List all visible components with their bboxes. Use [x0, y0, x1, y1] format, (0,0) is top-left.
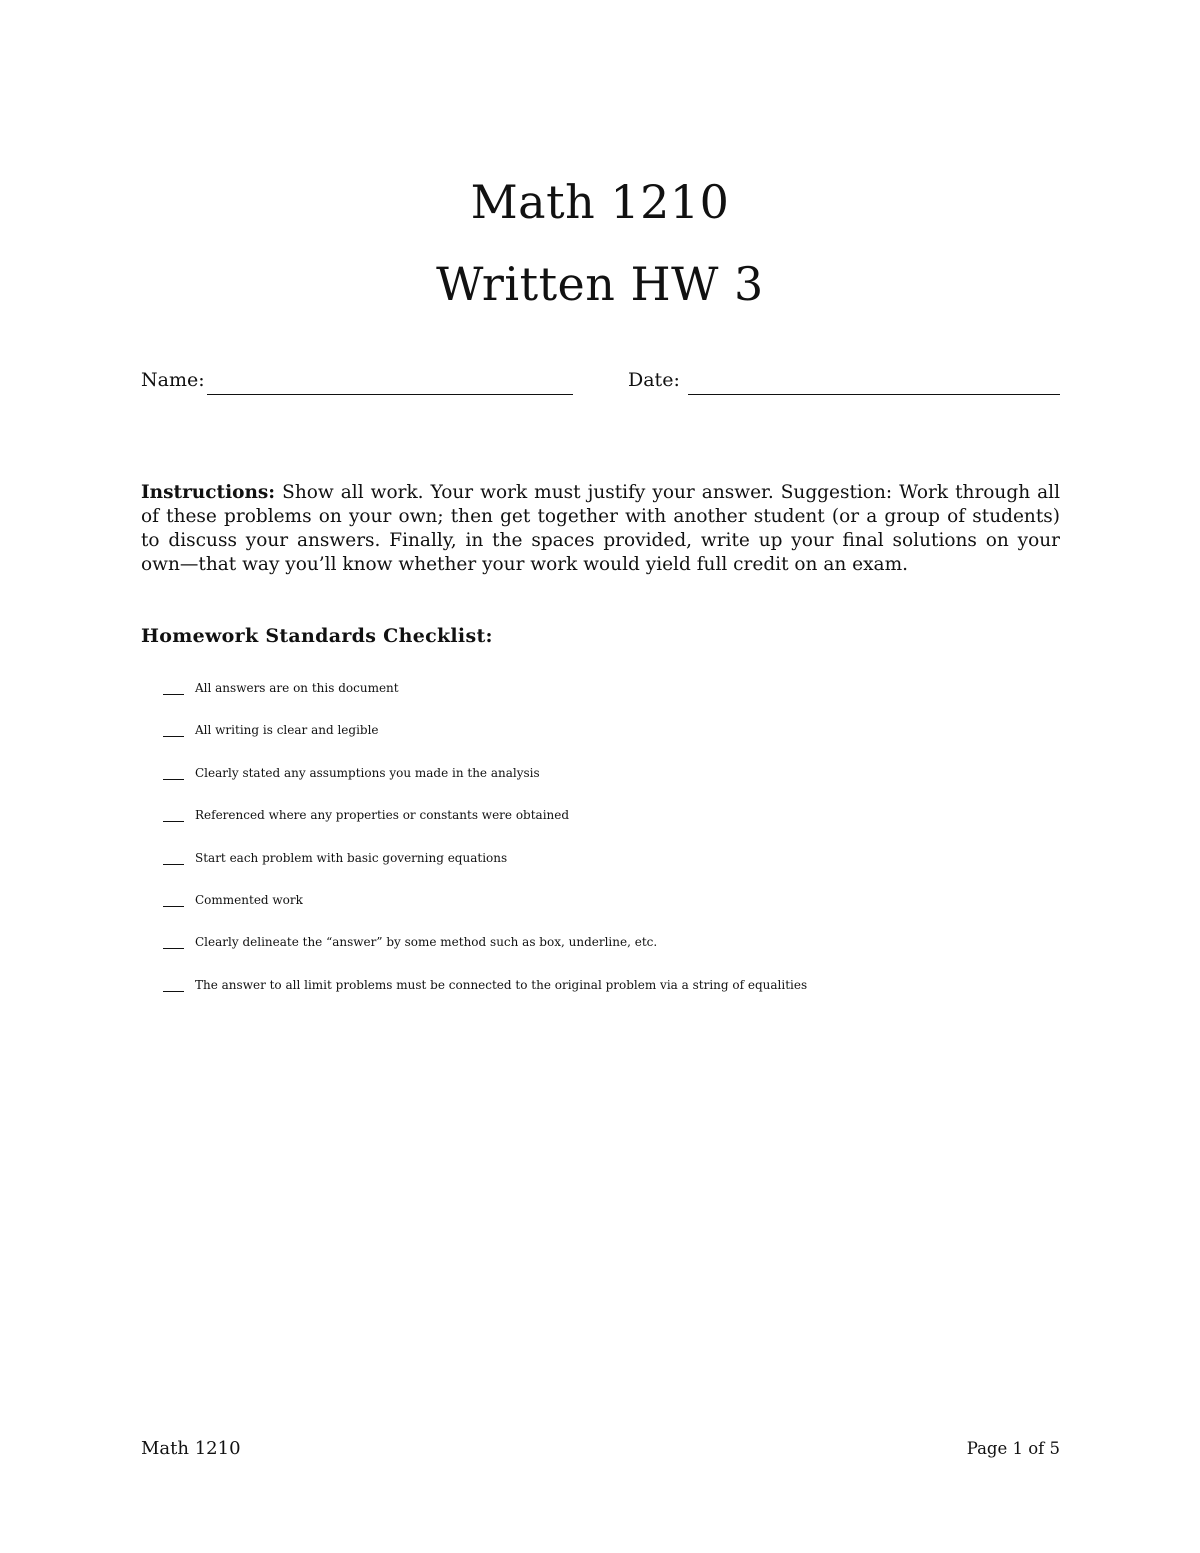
check-blank[interactable] [163, 888, 184, 907]
instructions-label: Instructions: [141, 482, 276, 503]
checklist-item-text: Start each problem with basic governing equations [195, 850, 508, 865]
date-label: Date: [628, 369, 680, 391]
footer-page-number: Page 1 of 5 [966, 1439, 1060, 1458]
check-blank[interactable] [163, 676, 184, 695]
check-blank[interactable] [163, 718, 184, 737]
date-blank-line[interactable] [688, 394, 1060, 395]
checklist-item-text: All answers are on this document [195, 681, 399, 695]
checklist [163, 676, 1093, 1015]
checklist-item [163, 973, 1093, 1015]
checklist-heading: Homework Standards Checklist: [141, 625, 493, 647]
checklist-item-text: All writing is clear and legible [195, 723, 379, 738]
course-title: Math 1210 [470, 175, 730, 229]
name-blank-line[interactable] [207, 394, 573, 395]
check-blank[interactable] [163, 973, 184, 992]
name-label: Name: [141, 369, 205, 391]
check-blank[interactable] [163, 803, 184, 822]
checklist-item [163, 718, 1093, 760]
checklist-item-text: Clearly delineate the “answer” by some method such as box, underline, etc. [195, 935, 658, 950]
check-blank[interactable] [163, 761, 184, 780]
checklist-item [163, 761, 1093, 803]
instructions-paragraph [141, 481, 1060, 577]
checklist-item-text: Referenced where any properties or constants were obtained [195, 808, 570, 823]
checklist-item-text: The answer to all limit problems must be connected to the original problem via a string of equalities [195, 977, 808, 992]
checklist-item [163, 930, 1093, 972]
instructions-text: Show all work. Your work must justify your answer. Suggestion: Work through all of these problems on your own; then get together with another student (or a group of students) to discuss your answers. Finally, in the spaces provided, write up your final solutions on your own—that way you’ll know whether your work would yield full credit on an exam. [141, 482, 1060, 575]
checklist-item [163, 676, 1093, 718]
assignment-title: Written HW 3 [436, 257, 764, 311]
checklist-item [163, 803, 1093, 845]
checklist-item [163, 888, 1093, 930]
checklist-item-text: Clearly stated any assumptions you made in the analysis [195, 765, 540, 780]
footer-course: Math 1210 [141, 1438, 241, 1459]
checklist-item [163, 846, 1093, 888]
check-blank[interactable] [163, 846, 184, 865]
checklist-item-text: Commented work [195, 892, 303, 907]
check-blank[interactable] [163, 930, 184, 949]
